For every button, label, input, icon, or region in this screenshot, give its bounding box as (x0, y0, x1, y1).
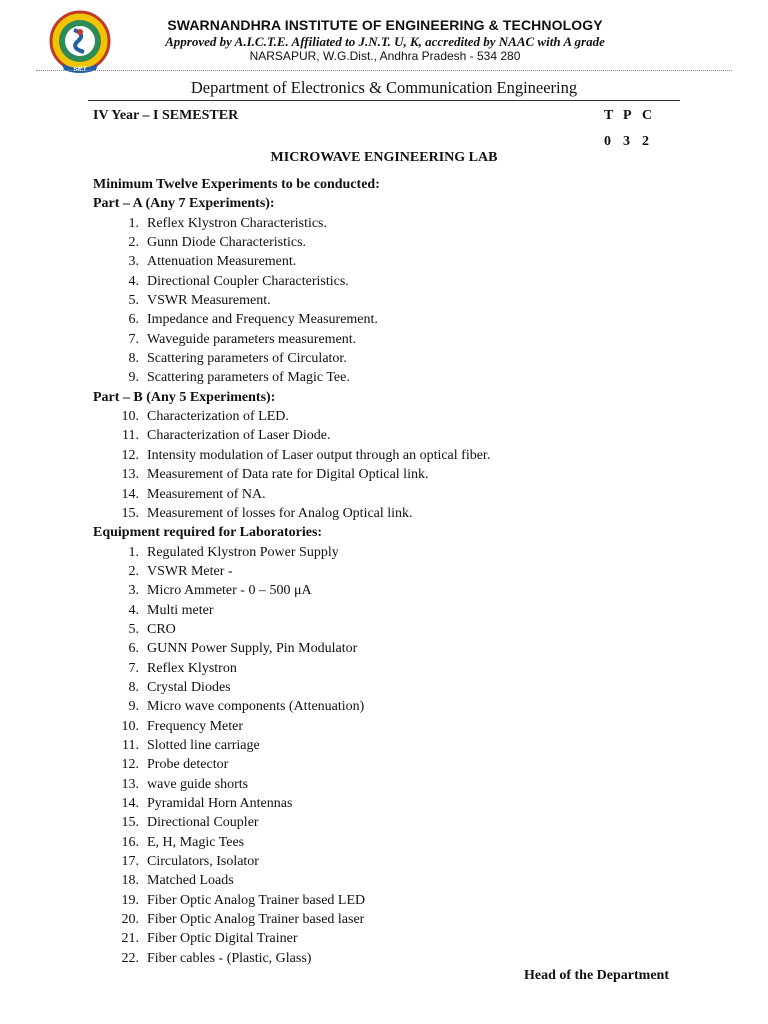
experiment-item (93, 233, 683, 252)
item-number: 16. (121, 834, 139, 850)
experiment-item (93, 504, 683, 523)
item-text: Micro wave components (Attenuation) (147, 699, 365, 715)
tpc-value-t: 0 (604, 134, 611, 149)
experiment-item (93, 252, 683, 271)
equipment-item (93, 794, 683, 813)
item-number: 3. (128, 583, 139, 599)
equipment-item (93, 852, 683, 871)
item-number: 2. (128, 563, 139, 579)
equipment-item (93, 562, 683, 581)
item-text: Slotted line carriage (147, 737, 260, 753)
institute-logo (48, 10, 112, 74)
equipment-item (93, 581, 683, 600)
equipment-item (93, 697, 683, 716)
address-line: NARSAPUR, W.G.Dist., Andhra Pradesh - 534 280 (249, 49, 521, 63)
institute-name: SWARNANDHRA INSTITUTE OF ENGINEERING & TECHNOLOGY (167, 17, 603, 33)
item-text: Scattering parameters of Magic Tee. (147, 370, 350, 386)
item-text: Measurement of NA. (147, 486, 266, 502)
experiment-item (93, 214, 683, 233)
syllabus-list (93, 175, 683, 968)
item-text: GUNN Power Supply, Pin Modulator (147, 641, 358, 657)
equipment-item (93, 543, 683, 562)
item-text: Scattering parameters of Circulator. (147, 351, 347, 367)
department-title: Department of Electronics & Communication Engineering (190, 78, 578, 97)
item-number: 12. (121, 447, 139, 463)
equipment-item (93, 871, 683, 890)
item-text: Measurement of losses for Analog Optical link. (147, 505, 413, 521)
item-text: Pyramidal Horn Antennas (147, 796, 293, 811)
experiment-item (93, 349, 683, 368)
item-text: Intensity modulation of Laser output through an optical fiber. (147, 447, 491, 463)
item-number: 8. (128, 679, 139, 695)
item-text: Directional Coupler Characteristics. (147, 273, 349, 289)
item-text: Multi meter (147, 602, 214, 618)
tpc-values (604, 134, 661, 150)
equipment-item (93, 717, 683, 736)
tpc-value-c: 2 (642, 134, 649, 149)
item-text: Characterization of LED. (147, 409, 289, 425)
item-text: Characterization of Laser Diode. (147, 428, 331, 444)
experiment-item (93, 310, 683, 329)
item-text: Directional Coupler (147, 815, 259, 831)
logo-text: SIET (73, 67, 87, 73)
tpc-label-p: P (623, 108, 632, 123)
item-text: wave guide shorts (147, 776, 249, 792)
item-text: CRO (147, 621, 176, 637)
item-number: 11. (122, 428, 139, 444)
equipment-heading: Equipment required for Laboratories: (93, 525, 323, 541)
tpc-value-p: 3 (623, 134, 630, 149)
item-text: Reflex Klystron (147, 660, 237, 676)
item-number: 7. (128, 331, 139, 347)
item-text: Probe detector (147, 757, 229, 773)
equipment-item (93, 639, 683, 658)
item-number: 22. (121, 950, 139, 966)
item-number: 1. (128, 544, 139, 560)
approval-line: Approved by A.I.C.T.E. Affiliated to J.N.T. U, K, accredited by NAAC with A grade (165, 34, 605, 49)
item-number: 13. (121, 467, 139, 483)
item-number: 14. (121, 486, 139, 502)
item-number: 9. (128, 370, 139, 386)
equipment-item (93, 736, 683, 755)
item-text: Impedance and Frequency Measurement. (147, 312, 378, 328)
equipment-item (93, 601, 683, 620)
experiment-item (93, 426, 683, 445)
item-number: 10. (121, 409, 139, 425)
head-of-department: Head of the Department (523, 968, 669, 983)
item-number: 2. (128, 235, 139, 251)
item-number: 5. (128, 621, 139, 637)
item-text: Fiber Optic Digital Trainer (147, 931, 298, 947)
item-number: 4. (128, 273, 139, 289)
experiment-item (93, 291, 683, 310)
part-b-heading: Part – B (Any 5 Experiments): (93, 389, 276, 405)
equipment-list (93, 543, 683, 969)
experiment-item (93, 368, 683, 387)
part-a-list (93, 214, 683, 388)
item-text: VSWR Measurement. (147, 293, 271, 309)
item-number: 12. (121, 757, 139, 773)
item-number: 18. (121, 873, 139, 889)
intro-heading: Minimum Twelve Experiments to be conducted: (93, 177, 380, 192)
item-number: 15. (121, 815, 139, 831)
tpc-label-t: T (604, 108, 614, 123)
experiment-item (93, 330, 683, 349)
part-b-list (93, 407, 683, 523)
item-number: 19. (121, 892, 139, 908)
equipment-item (93, 659, 683, 678)
item-text: Fiber Optic Analog Trainer based laser (147, 912, 365, 928)
item-text: Attenuation Measurement. (147, 254, 297, 270)
item-text: Frequency Meter (147, 718, 244, 734)
item-number: 7. (128, 660, 139, 676)
equipment-item (93, 620, 683, 639)
item-text: Circulators, Isolator (147, 854, 259, 870)
item-text: Regulated Klystron Power Supply (147, 544, 339, 560)
item-number: 11. (122, 737, 139, 753)
equipment-item (93, 929, 683, 948)
item-number: 9. (128, 699, 139, 715)
item-text: Reflex Klystron Characteristics. (147, 215, 328, 231)
experiment-item (93, 272, 683, 291)
item-text: Fiber Optic Analog Trainer based LED (147, 892, 366, 908)
equipment-item (93, 678, 683, 697)
item-text: Crystal Diodes (147, 679, 231, 695)
department-rule (88, 100, 680, 101)
header-divider (36, 70, 732, 71)
tpc-header (604, 108, 661, 124)
equipment-item (93, 755, 683, 774)
item-number: 15. (121, 505, 139, 521)
experiment-item (93, 446, 683, 465)
item-number: 21. (121, 931, 139, 947)
item-text: VSWR Meter - (147, 563, 233, 579)
item-number: 6. (128, 312, 139, 328)
equipment-item (93, 891, 683, 910)
item-text: Micro Ammeter - 0 – 500 μA (147, 583, 312, 599)
equipment-item (93, 833, 683, 852)
item-text: Waveguide parameters measurement. (147, 331, 357, 347)
item-number: 1. (128, 215, 139, 231)
item-text: E, H, Magic Tees (147, 834, 245, 850)
equipment-item (93, 775, 683, 794)
item-number: 5. (128, 293, 139, 309)
equipment-item (93, 813, 683, 832)
item-number: 6. (128, 641, 139, 657)
item-text: Measurement of Data rate for Digital Optical link. (147, 467, 429, 483)
item-number: 4. (128, 602, 139, 618)
tpc-label-c: C (642, 108, 653, 123)
item-number: 14. (121, 796, 139, 811)
item-number: 10. (121, 718, 139, 734)
item-text: Fiber cables - (Plastic, Glass) (147, 950, 312, 966)
experiment-item (93, 465, 683, 484)
item-number: 8. (128, 351, 139, 367)
semester-label: IV Year – I SEMESTER (93, 108, 239, 123)
item-number: 3. (128, 254, 139, 270)
part-a-heading: Part – A (Any 7 Experiments): (93, 196, 275, 212)
equipment-item (93, 949, 683, 968)
lab-title: MICROWAVE ENGINEERING LAB (270, 150, 498, 165)
item-number: 20. (121, 912, 139, 928)
item-text: Matched Loads (147, 873, 234, 889)
experiment-item (93, 485, 683, 504)
item-text: Gunn Diode Characteristics. (147, 235, 307, 251)
equipment-item (93, 910, 683, 929)
item-number: 17. (121, 854, 139, 870)
item-number: 13. (121, 776, 139, 792)
experiment-item (93, 407, 683, 426)
